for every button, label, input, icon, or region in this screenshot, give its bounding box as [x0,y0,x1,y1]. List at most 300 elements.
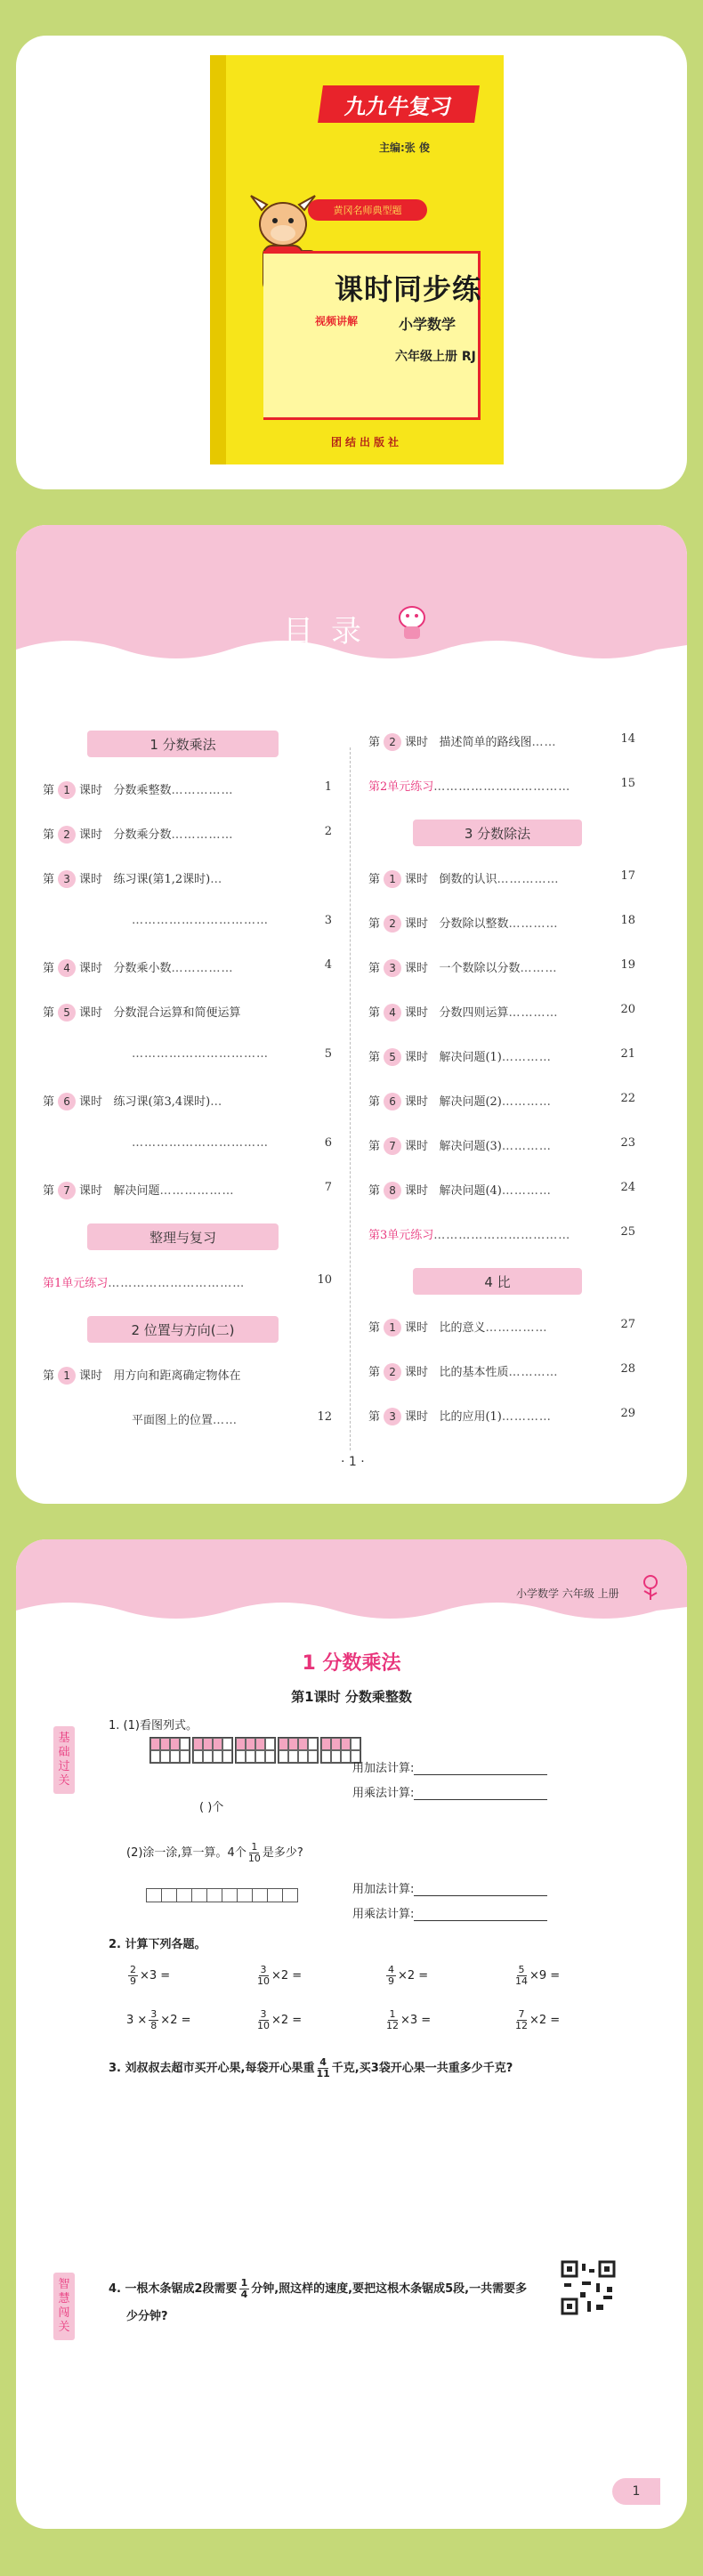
strip-cell[interactable] [267,1888,283,1902]
word-di: 第 [43,784,55,797]
leader-dots: ………… [508,1366,559,1379]
leader-dots: …………………………… [132,1136,269,1150]
toc-entry[interactable] [43,1410,332,1427]
grid-cell [236,1738,246,1750]
page-ref: 18 [620,914,635,927]
wave-decoration [16,525,687,676]
lesson-topic: 比的应用(1) [439,1410,502,1424]
cover-card [16,36,687,489]
frac-num: 3 [260,1964,267,1975]
frac-num: 5 [518,1964,525,1975]
tab-smart: 智慧闯关 [53,2273,75,2340]
toc-entry[interactable] [368,1181,635,1199]
calc-fraction [515,1965,528,1987]
grid-cell [341,1738,351,1750]
q1-2-text [126,1842,303,1864]
q1-2-mul-line [352,1904,547,1921]
toc-entry[interactable] [368,958,635,977]
frac-num: 1 [389,2008,396,2020]
cover-main-title: 课时同步练 [335,272,482,306]
calc-fraction [149,2009,158,2031]
calc-item [126,2009,191,2031]
grid-cell [351,1738,360,1750]
page-header [16,1539,687,1639]
calc-fraction [257,2009,270,2031]
fraction-grid [149,1737,363,1764]
word-keshi: 课时 [79,828,103,842]
page-ref: 28 [620,1362,635,1376]
leader-dots: … [210,873,223,886]
q4-fraction [239,2278,250,2300]
strip-cell[interactable] [176,1888,192,1902]
calc-item [384,2009,431,2031]
toc-entry[interactable] [368,869,635,888]
lesson-number-badge: 1 [384,1319,401,1336]
add-label: 用加法计算: [352,1883,415,1896]
leader-dots: ……… [520,962,558,975]
page-number-badge: 1 [612,2478,660,2505]
q4-tail: 分钟,照这样的速度,要把这根木条锯成5段,一共需要多 [251,2282,528,2296]
unit-practice-label: 第2单元练习 [368,780,434,794]
calc-fraction [257,1965,270,1987]
page-ref: 27 [620,1318,635,1331]
grid-cell [160,1738,170,1750]
calc-operator: ×2 = [160,2014,191,2027]
q1-2-lead: (2)涂一涂,算一算。4个 [126,1846,246,1860]
lesson-topic: 解决问题(2) [439,1095,502,1109]
frac-den: 10 [257,2020,270,2031]
leader-dots: …………… [171,828,234,842]
book-cover [210,55,504,464]
grid-cell [288,1738,298,1750]
calc-operator: ×2 = [271,1969,303,1982]
mul-answer-field[interactable] [414,1788,547,1800]
grid-cell [265,1738,275,1750]
frac-num: 2 [130,1964,136,1975]
calc-prefix: 3 × [126,2014,148,2027]
leader-dots: …………… [171,784,234,797]
toc-entry[interactable] [43,1047,332,1061]
word-di: 第 [368,873,381,886]
page-ref: 22 [620,1092,635,1105]
toc-entry[interactable] [43,869,332,888]
toc-entry[interactable] [368,1362,635,1381]
brand-logo: 九九牛复习 [318,85,480,123]
shading-strip[interactable] [146,1888,297,1902]
strip-cell[interactable] [146,1888,162,1902]
lesson-number-badge: 1 [58,1367,76,1385]
grid-cell [331,1750,341,1763]
toc-entry[interactable] [368,1003,635,1022]
toc-unit-practice[interactable] [368,777,635,794]
leader-dots: … [210,1095,223,1109]
q2-text: 2. 计算下列各题。 [109,1938,206,1951]
word-di: 第 [368,1321,381,1335]
grid-cell [213,1738,222,1750]
grid-cell [321,1738,331,1750]
leader-dots: ………… [501,1184,552,1198]
header-subject: 小学数学 六年级 上册 [516,1587,619,1600]
toc-entry[interactable] [43,914,332,927]
lesson-number-badge: 4 [58,959,76,977]
page-ref: 7 [324,1181,332,1194]
lesson-title: 第1课时 分数乘整数 [291,1689,412,1705]
toc-entry[interactable] [43,825,332,844]
leader-dots: ……………… [159,1184,235,1198]
lesson-number-badge: 3 [384,959,401,977]
calc-fraction [386,2009,399,2031]
fraction-block [235,1737,276,1764]
toc-entry[interactable] [43,780,332,799]
grid-cell [298,1738,308,1750]
page-ref: 2 [324,825,332,838]
word-keshi: 课时 [405,1051,429,1064]
add-answer-field[interactable] [414,1884,547,1896]
toc-entry[interactable] [368,1318,635,1336]
word-keshi: 课时 [405,1410,429,1424]
frac-num: 7 [518,2008,525,2020]
q3-lead: 3. 刘叔叔去超市买开心果,每袋开心果重 [109,2062,315,2075]
toc-entry[interactable] [43,1003,332,1022]
grid-cell [193,1738,203,1750]
grid-cell [160,1750,170,1763]
calc-item [126,1965,170,1987]
page-ref: 3 [324,914,332,927]
word-keshi: 课时 [405,1006,429,1020]
frac-den: 9 [130,1975,136,1987]
grid-cell [222,1750,232,1763]
lesson-topic: 分数混合运算和简便运算 [113,1006,241,1020]
toc-title: 目录 [283,614,379,650]
lesson-number-badge: 5 [384,1048,401,1066]
lesson-number-badge: 2 [384,915,401,933]
q3-fraction [316,2057,329,2079]
grid-cell [150,1750,160,1763]
page-ref: 15 [620,777,635,790]
frac-num: 1 [240,2277,248,2289]
cover-spine [210,55,226,464]
lesson-number-badge: 8 [384,1182,401,1199]
page-ref: 5 [324,1047,332,1061]
toc-entry[interactable] [43,1092,332,1110]
grid-cell [236,1750,246,1763]
mul-answer-field[interactable] [414,1909,547,1921]
cow-mascot-icon [390,598,434,642]
frac-den: 14 [515,1975,528,1987]
leader-dots: ………… [501,1140,552,1153]
strip-cell[interactable] [252,1888,268,1902]
word-di: 第 [43,873,55,886]
leader-dots: …………………………… [108,1277,246,1290]
cover-slogan: 黄冈名师典型题 [308,199,427,221]
cover-grade: 六年级上册 RJ [395,350,476,364]
lesson-topic: 分数乘分数 [113,828,172,842]
grid-cell [180,1750,190,1763]
grid-cell [150,1738,160,1750]
frac-den: 8 [150,2020,158,2031]
leader-dots: …… [531,736,557,749]
calc-operator: ×2 = [529,2014,561,2027]
grid-cell [331,1738,341,1750]
grid-cell [203,1738,213,1750]
word-di: 第 [43,1184,55,1198]
page-ref: 14 [620,732,635,746]
word-keshi: 课时 [405,736,429,749]
word-keshi: 课时 [405,917,429,931]
grid-cell [279,1738,288,1750]
toc-unit-practice[interactable] [43,1273,332,1290]
frac-den: 4 [240,2289,248,2300]
lesson-number-badge: 3 [58,870,76,888]
grid-cell [341,1750,351,1763]
q1-1-mul-line [352,1783,547,1800]
word-keshi: 课时 [79,784,103,797]
word-di: 第 [368,962,381,975]
grid-cell [170,1738,180,1750]
lesson-topic: 解决问题 [113,1184,160,1198]
toc-divider [350,747,351,1450]
word-di: 第 [43,828,55,842]
frac-num: 3 [150,2008,158,2020]
grid-cell [321,1750,331,1763]
lesson-topic: 比的基本性质 [439,1366,509,1379]
lesson-topic: 倒数的认识 [439,873,497,886]
lesson-topic: 分数四则运算 [439,1006,509,1020]
frac-den: 12 [386,2020,399,2031]
lesson-number-badge: 2 [58,826,76,844]
word-keshi: 课时 [79,1184,103,1198]
calc-item [255,2009,302,2031]
cover-subject: 小学数学 [399,316,457,333]
toc-entry[interactable] [43,1136,332,1150]
word-keshi: 课时 [79,1369,103,1383]
add-answer-field[interactable] [414,1763,547,1775]
grid-cell [298,1750,308,1763]
lesson-number-badge: 7 [58,1182,76,1199]
leader-dots: …………………………… [132,1047,269,1061]
frac-den: 11 [316,2068,330,2079]
publisher: 团结出版社 [331,436,403,448]
q1-2-tail: 是多少? [262,1846,303,1860]
q4-text [109,2278,527,2300]
add-label: 用加法计算: [352,1762,415,1775]
page-ref: 24 [620,1181,635,1194]
leader-dots: ………… [501,1095,552,1109]
grid-cell [246,1738,255,1750]
toc-entry[interactable] [43,958,332,977]
leader-dots: …………… [171,962,234,975]
strip-cell[interactable] [206,1888,222,1902]
toc-entry[interactable] [368,732,635,751]
word-di: 第 [43,1369,55,1383]
lesson-number-badge: 3 [384,1408,401,1425]
strip-cell[interactable] [282,1888,298,1902]
toc-section-heading: 2 位置与方向(二) [87,1316,279,1343]
leader-dots: …… [213,1414,238,1427]
toc-section-heading: 3 分数除法 [413,820,582,846]
lesson-number-badge: 6 [384,1093,401,1110]
chapter-title: 1 分数乘法 [302,1652,401,1675]
toc-entry[interactable] [43,1181,332,1199]
strip-cell[interactable] [222,1888,238,1902]
page-ref: 23 [620,1136,635,1150]
lesson-topic: 解决问题(3) [439,1140,502,1153]
lesson-number-badge: 1 [384,870,401,888]
word-keshi: 课时 [405,1366,429,1379]
lesson-topic: 练习课(第1,2课时) [113,873,211,886]
grid-cell [203,1750,213,1763]
lesson-topic: 解决问题(4) [439,1184,502,1198]
word-di: 第 [368,1410,381,1424]
word-keshi: 课时 [405,1140,429,1153]
grid-cell [222,1738,232,1750]
calc-operator: ×3 = [140,1969,171,1982]
calc-operator: ×2 = [271,2014,303,2027]
qr-code-icon[interactable] [561,2260,616,2315]
editor-label: 主编:张 俊 [379,141,430,154]
page-ref: 10 [317,1273,332,1287]
strip-cell[interactable] [191,1888,207,1902]
video-tag: 视频讲解 [315,315,359,327]
page-ref: 25 [620,1225,635,1239]
exercise-card [16,1539,687,2529]
q1-2-add-line [352,1879,547,1896]
calc-item [513,2009,560,2031]
grid-cell [213,1750,222,1763]
q4-line2: 少分钟? [126,2310,168,2323]
frac-den: 12 [515,2020,528,2031]
strip-cell[interactable] [237,1888,253,1902]
calc-item [513,1965,560,1987]
toc-unit-practice[interactable] [368,1225,635,1242]
grid-cell [288,1750,298,1763]
strip-cell[interactable] [161,1888,177,1902]
grid-cell [170,1750,180,1763]
lesson-number-badge: 4 [384,1004,401,1022]
word-di: 第 [368,1184,381,1198]
calc-operator: ×2 = [398,1969,429,1982]
toc-section-heading: 4 比 [413,1268,582,1295]
q1-1-text: 1. (1)看图列式。 [109,1719,198,1732]
toc-page-number: · 1 · [341,1455,365,1469]
word-keshi: 课时 [79,1095,103,1109]
tab-basic: 基础过关 [53,1726,75,1794]
calc-operator: ×9 = [529,1969,561,1982]
lesson-topic: 一个数除以分数 [439,962,521,975]
toc-entry[interactable] [368,914,635,933]
q1-2-fraction [248,1842,261,1864]
toc-entry[interactable] [368,1092,635,1110]
lesson-number-badge: 7 [384,1137,401,1155]
page-ref: 20 [620,1003,635,1016]
grid-cell [279,1750,288,1763]
grid-cell [193,1750,203,1763]
frac-num: 3 [260,2008,267,2020]
toc-entry[interactable] [368,1136,635,1155]
q1-1-caption: ( )个 [199,1801,224,1814]
word-di: 第 [43,1095,55,1109]
lesson-number-badge: 5 [58,1004,76,1022]
page-ref: 4 [324,958,332,972]
calc-item [255,1965,302,1987]
calc-fraction [386,1965,396,1987]
fraction-block [278,1737,319,1764]
frac-num: 4 [319,2056,327,2068]
lesson-topic: 分数乘整数 [113,784,172,797]
toc-entry[interactable] [368,1407,635,1425]
leader-dots: …………… [497,873,560,886]
page-ref: 17 [620,869,635,883]
mul-label: 用乘法计算: [352,1787,415,1800]
word-keshi: 课时 [405,962,429,975]
calc-fraction [515,2009,528,2031]
page-ref: 1 [324,780,332,794]
page-ref: 6 [324,1136,332,1150]
word-keshi: 课时 [405,1095,429,1109]
grid-cell [255,1750,265,1763]
word-di: 第 [43,1006,55,1020]
lesson-topic: 解决问题(1) [439,1051,502,1064]
word-di: 第 [43,962,55,975]
grid-cell [265,1750,275,1763]
leader-dots: ………… [501,1051,552,1064]
word-keshi: 课时 [79,1006,103,1020]
q3-text [109,2057,513,2079]
word-di: 第 [368,917,381,931]
word-keshi: 课时 [405,1321,429,1335]
fraction-block [192,1737,233,1764]
word-di: 第 [368,736,381,749]
grid-cell [255,1738,265,1750]
calc-operator: ×3 = [400,2014,432,2027]
frac-den: 10 [247,1853,261,1864]
lesson-topic: 分数除以整数 [439,917,509,931]
leader-dots: …………… [485,1321,548,1335]
frac-den: 10 [257,1975,270,1987]
grid-cell [308,1750,318,1763]
word-di: 第 [368,1366,381,1379]
page-ref: 19 [620,958,635,972]
word-keshi: 课时 [79,873,103,886]
word-keshi: 课时 [405,873,429,886]
lesson-number-badge: 6 [58,1093,76,1110]
word-keshi: 课时 [405,1184,429,1198]
word-keshi: 课时 [79,962,103,975]
word-di: 第 [368,1095,381,1109]
calc-item [384,1965,428,1987]
leader-dots: …………………………… [433,780,571,794]
leader-dots: …………………………… [132,914,269,927]
grid-cell [180,1738,190,1750]
toc-header [16,525,687,676]
q3-tail: 千克,买3袋开心果一共重多少千克? [331,2062,513,2075]
toc-entry[interactable] [368,1047,635,1066]
word-di: 第 [368,1051,381,1064]
page-ref: 21 [620,1047,635,1061]
leader-dots: ………… [501,1410,552,1424]
fraction-block [149,1737,190,1764]
leader-dots: …………………………… [433,1229,571,1242]
grid-cell [246,1750,255,1763]
lesson-number-badge: 2 [384,733,401,751]
toc-card [16,525,687,1504]
toc-entry[interactable] [43,1366,332,1385]
word-di: 第 [368,1006,381,1020]
leader-dots: ………… [508,1006,559,1020]
lesson-topic: 用方向和距离确定物体在 [113,1369,241,1383]
lesson-topic-cont: 平面图上的位置 [132,1414,214,1427]
toc-section-heading: 整理与复习 [87,1223,279,1250]
